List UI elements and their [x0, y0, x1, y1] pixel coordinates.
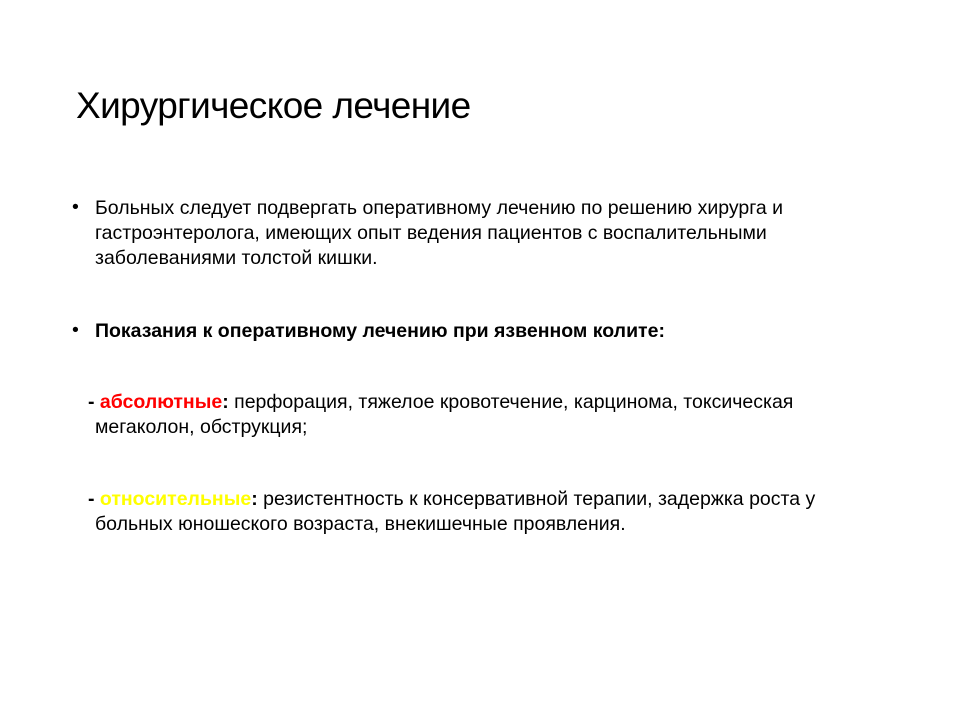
bullet-text — [95, 319, 855, 344]
indications-colon: : — [658, 320, 665, 342]
bullet-marker: • — [72, 319, 79, 341]
subitem-relative — [78, 487, 858, 537]
subitem-absolute — [78, 390, 858, 440]
absolute-term: абсолютные — [99, 391, 223, 413]
relative-description: резистентность к консервативной терапии, задержка роста у больных юношеского возраста, внекишечные проявления. — [95, 488, 816, 535]
relative-term: относительные — [99, 488, 252, 510]
dash-marker: - — [88, 391, 100, 413]
subitem-text — [78, 390, 858, 440]
bullet-text: Больных следует подвергать оперативному лечению по решению хирурга и гастроэнтеролога, имеющих опыт ведения пациентов с воспалительными заболеваниями толстой кишки. — [95, 197, 784, 269]
absolute-description: перфорация, тяжелое кровотечение, карцинома, токсическая мегаколон, обструкция; — [95, 391, 794, 438]
dash-marker: - — [88, 488, 100, 510]
subitem-text — [78, 487, 858, 537]
bullet-marker: • — [72, 196, 79, 218]
indications-heading: Показания к оперативному лечению при язвенном колите — [95, 320, 659, 342]
slide-title: Хирургическое лечение — [76, 85, 471, 126]
term-colon: : — [251, 488, 258, 510]
term-colon: : — [222, 391, 229, 413]
